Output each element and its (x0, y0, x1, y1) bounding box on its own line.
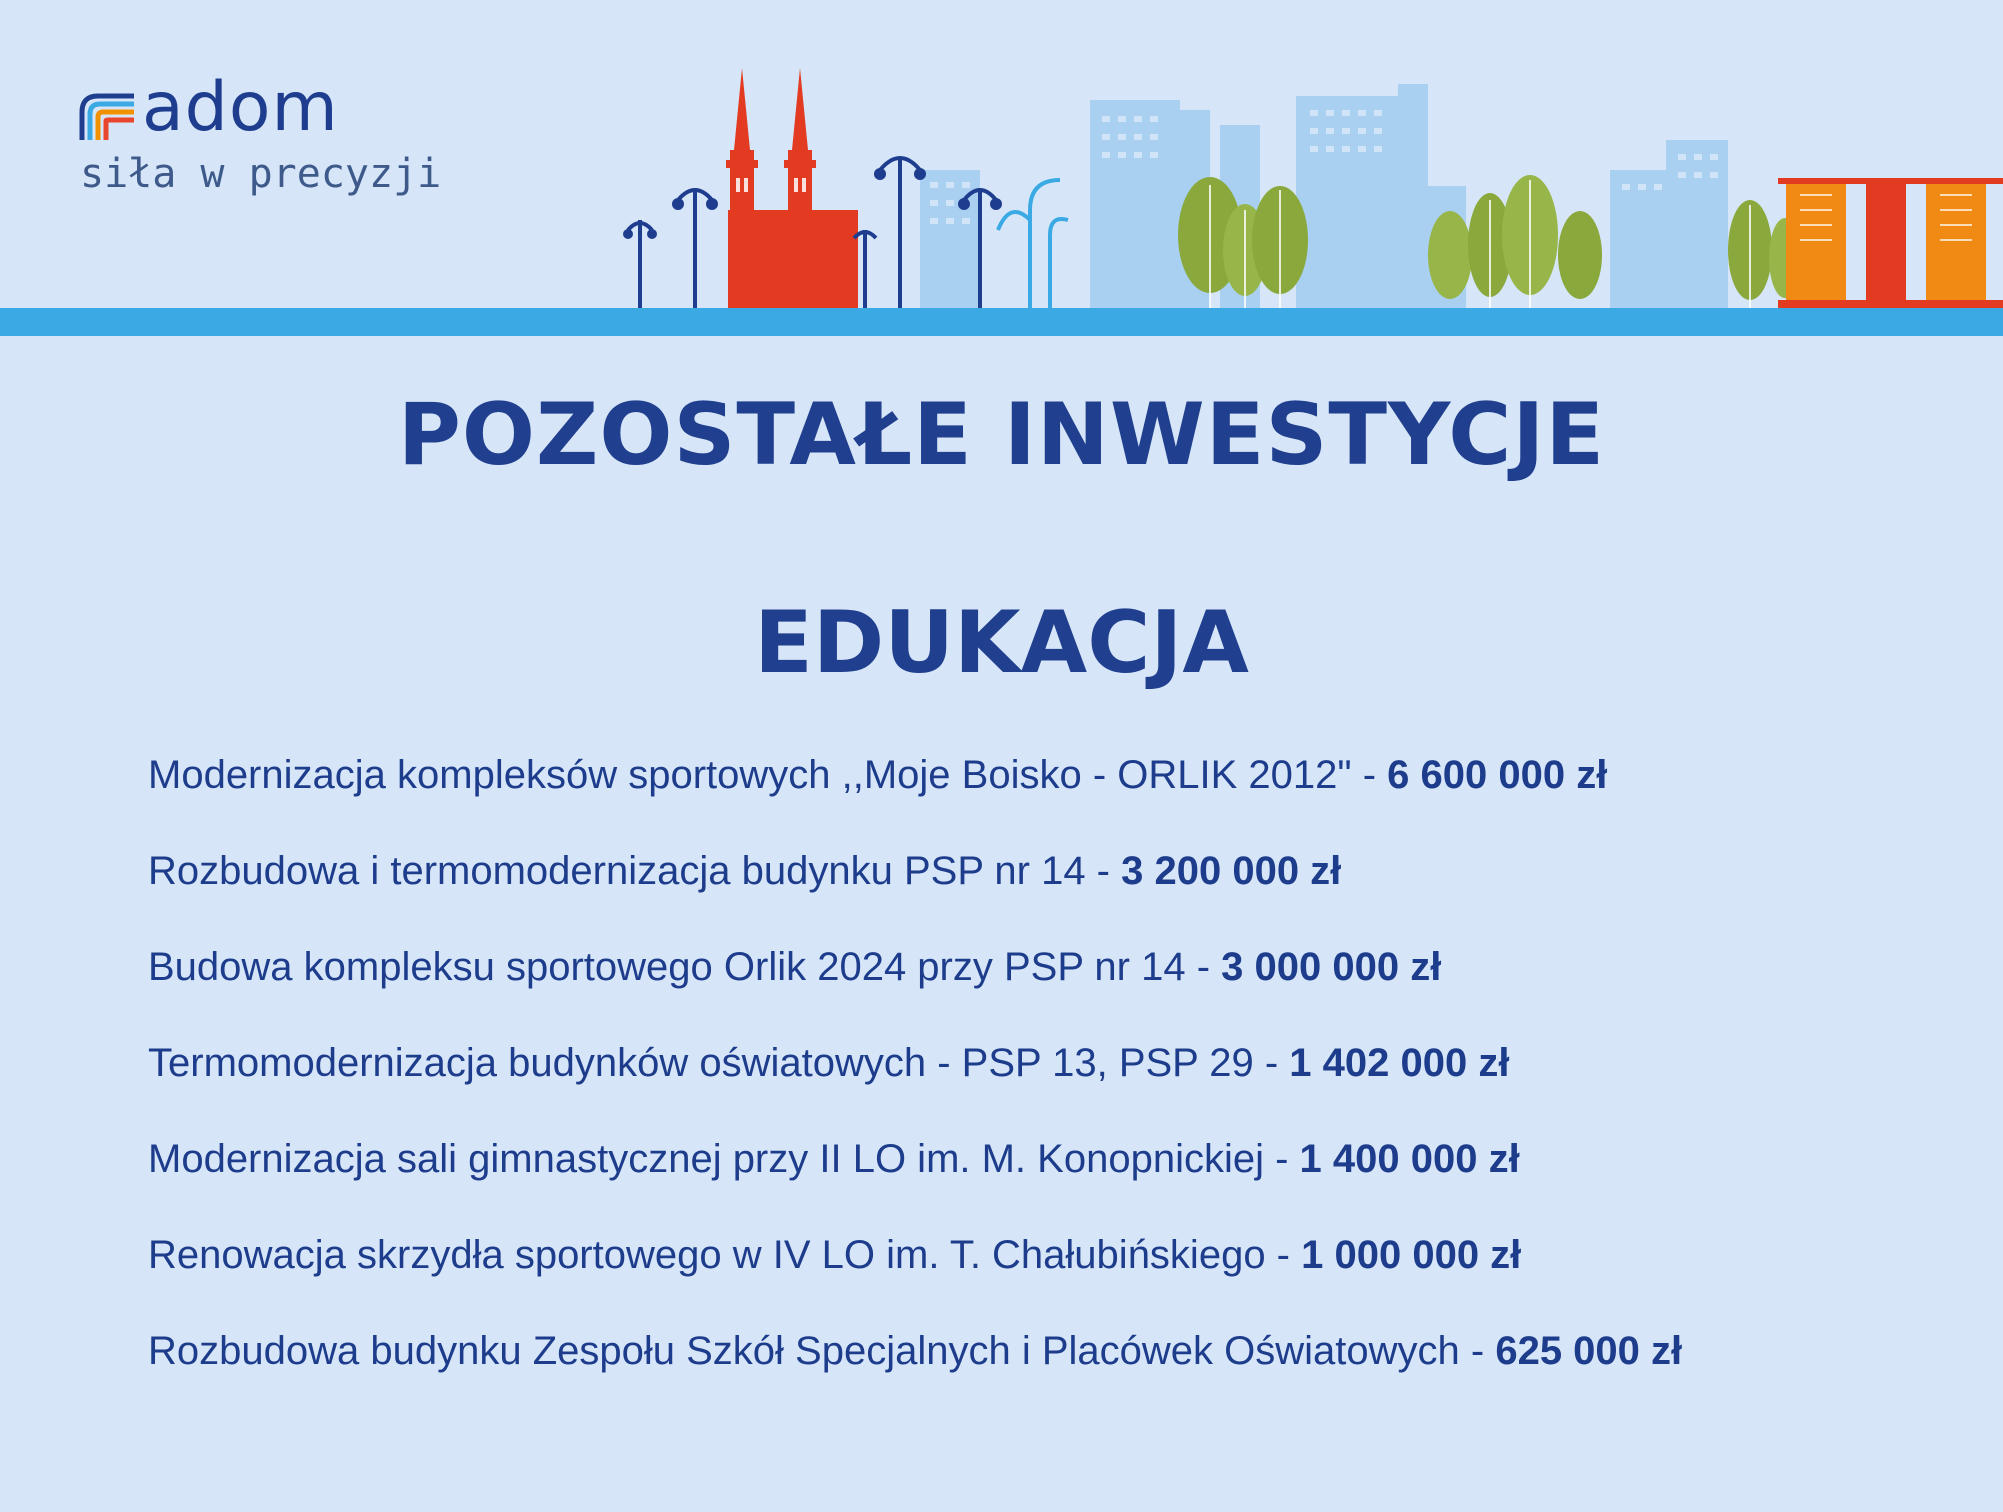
item-label: Modernizacja kompleksów sportowych ,,Moje Boisko - ORLIK 2012" (148, 753, 1352, 797)
item-label: Rozbudowa i termomodernizacja budynku PSP nr 14 (148, 849, 1086, 893)
item-label: Rozbudowa budynku Zespołu Szkół Specjalnych i Placówek Oświatowych (148, 1329, 1460, 1373)
separator: - (1253, 1041, 1290, 1085)
list-item (148, 746, 1968, 842)
separator: - (1351, 753, 1388, 797)
city-skyline-illustration (620, 60, 2003, 310)
item-amount: 6 600 000 zł (1387, 753, 1608, 797)
page-title: POZOSTAŁE INWESTYCJE (397, 385, 1606, 485)
separator: - (1263, 1137, 1300, 1181)
item-amount: 1 402 000 zł (1289, 1041, 1510, 1085)
item-label: Renowacja skrzydła sportowego w IV LO im. T. Chałubińskiego (148, 1233, 1266, 1277)
radom-logo (78, 68, 442, 212)
logo-wordmark: adom (142, 68, 339, 147)
list-item (148, 1034, 1968, 1130)
building-icon (920, 84, 1728, 310)
header-divider-band (0, 308, 2003, 336)
item-amount: 625 000 zł (1495, 1329, 1683, 1373)
separator: - (1459, 1329, 1496, 1373)
list-item (148, 842, 1968, 938)
investment-list (148, 746, 1968, 1418)
section-heading: EDUKACJA (754, 593, 1249, 693)
list-item (148, 1322, 1968, 1418)
item-amount: 1 400 000 zł (1299, 1137, 1520, 1181)
list-item (148, 1130, 1968, 1226)
fountain-icon (998, 180, 1068, 310)
separator: - (1185, 945, 1222, 989)
list-item (148, 938, 1968, 1034)
radom-r-mark-icon (78, 90, 136, 140)
separator: - (1265, 1233, 1302, 1277)
item-amount: 1 000 000 zł (1301, 1233, 1522, 1277)
item-label: Termomodernizacja budynków oświatowych - PSP 13, PSP 29 (148, 1041, 1254, 1085)
list-item (148, 1226, 1968, 1322)
item-label: Modernizacja sali gimnastycznej przy II LO im. M. Konopnickiej (148, 1137, 1264, 1181)
separator: - (1085, 849, 1122, 893)
pavilion-icon (1778, 178, 2003, 310)
item-amount: 3 200 000 zł (1121, 849, 1342, 893)
item-label: Budowa kompleksu sportowego Orlik 2024 przy PSP nr 14 (148, 945, 1186, 989)
logo-tagline: siła w precyzji (80, 151, 442, 197)
item-amount: 3 000 000 zł (1221, 945, 1442, 989)
